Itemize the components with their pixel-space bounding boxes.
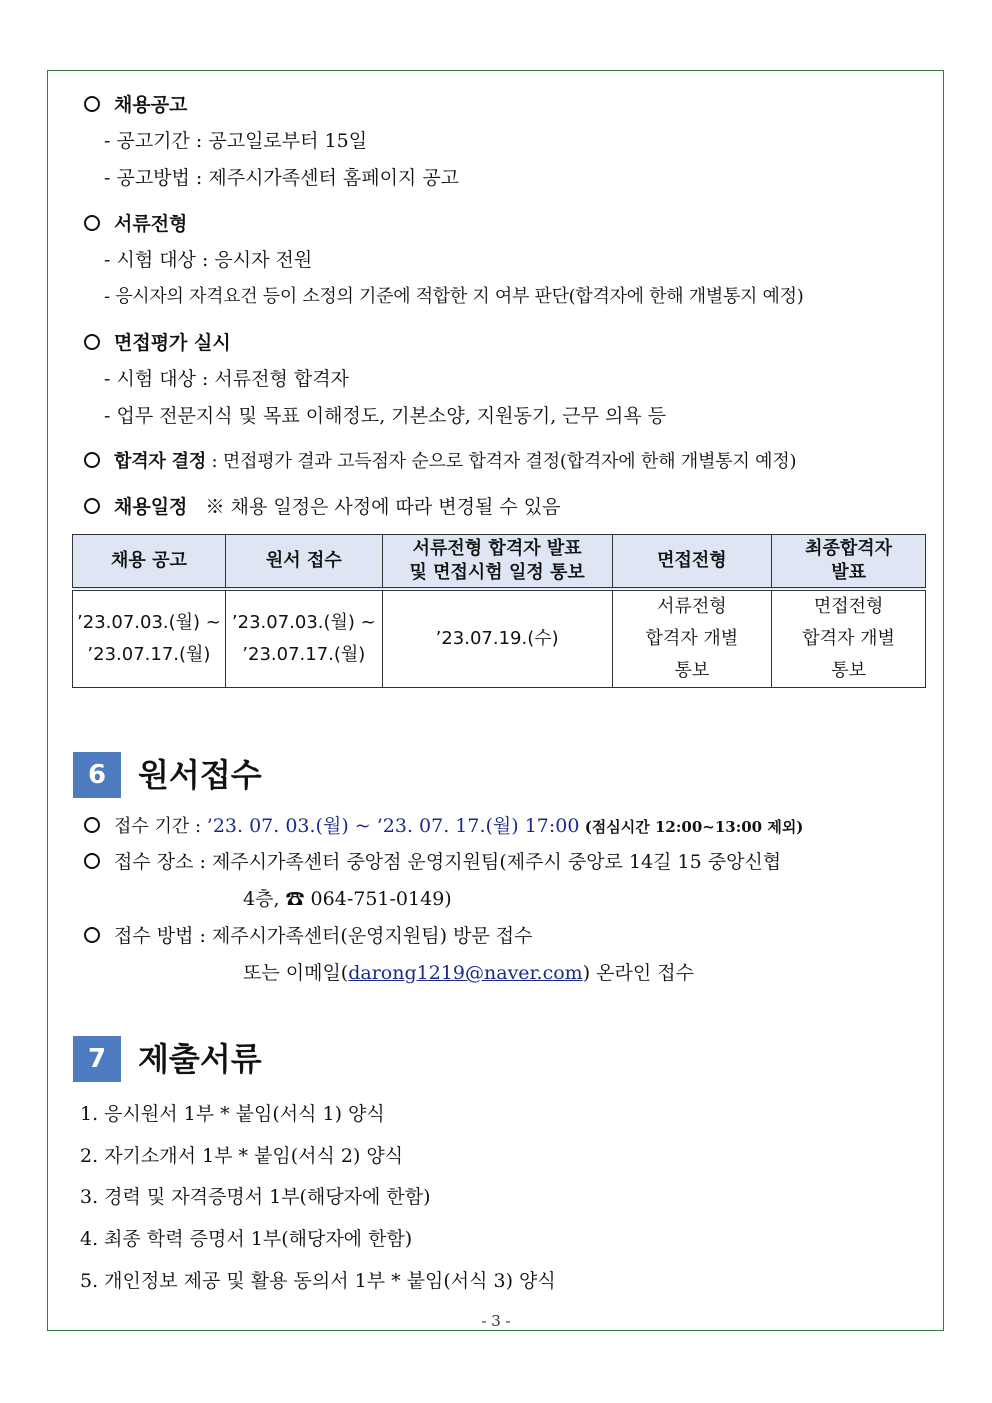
schedule-header-row bbox=[73, 535, 926, 590]
circle-bullet-icon bbox=[84, 452, 100, 468]
section-7-title: 제출서류 bbox=[138, 1040, 262, 1078]
application-method: 접수 방법 : 제주시가족센터(운영지원팀) 방문 접수 bbox=[84, 923, 533, 949]
document-screening-target: - 시험 대상 : 응시자 전원 bbox=[104, 249, 313, 271]
interview-target: - 시험 대상 : 서류전형 합격자 bbox=[104, 368, 349, 390]
decision-text: : 면접평가 결과 고득점자 순으로 합격자 결정(합격자에 한해 개별통지 예정) bbox=[206, 451, 797, 472]
application-place: 접수 장소 : 제주시가족센터 중앙점 운영지원팀(제주시 중앙로 14길 15 중앙신협 bbox=[84, 849, 781, 875]
circle-bullet-icon bbox=[84, 96, 100, 112]
header-document-result: 서류전형 합격자 발표 및 면접시험 일정 통보 bbox=[382, 535, 612, 590]
section-7-badge: 7 bbox=[73, 1036, 121, 1082]
schedule-line bbox=[84, 494, 561, 520]
cell-final-result: 면접전형 합격자 개별 통보 bbox=[772, 589, 926, 688]
schedule-row bbox=[73, 589, 926, 688]
schedule-note: ※ 채용 일정은 사정에 따라 변경될 수 있음 bbox=[205, 496, 561, 518]
recruit-notice-heading: 채용공고 bbox=[84, 92, 187, 118]
recruit-notice-method: - 공고방법 : 제주시가족센터 홈페이지 공고 bbox=[104, 167, 460, 189]
application-place-value: 제주시가족센터 중앙점 운영지원팀(제주시 중앙로 14길 15 중앙신협 bbox=[211, 851, 782, 873]
header-interview: 면접전형 bbox=[612, 535, 772, 590]
document-item-4: 4. 최종 학력 증명서 1부(해당자에 한함) bbox=[80, 1228, 413, 1250]
circle-bullet-icon bbox=[84, 817, 100, 833]
email-link[interactable]: darong1219@naver.com bbox=[348, 962, 583, 984]
cell-notice-date: ’23.07.03.(월) ~ ’23.07.17.(월) bbox=[73, 589, 226, 688]
schedule-heading: 채용일정 bbox=[114, 496, 188, 518]
decision-heading: 합격자 결정 bbox=[114, 451, 207, 472]
document-screening-heading: 서류전형 bbox=[84, 211, 187, 237]
circle-bullet-icon bbox=[84, 853, 100, 869]
decision-line bbox=[84, 449, 796, 475]
section-6-badge: 6 bbox=[73, 752, 121, 798]
document-item-2: 2. 자기소개서 1부 * 붙임(서식 2) 양식 bbox=[80, 1145, 404, 1167]
circle-bullet-icon bbox=[84, 927, 100, 943]
application-method-email-line: 또는 이메일(darong1219@naver.com) 온라인 접수 bbox=[243, 962, 694, 984]
cell-interview: 서류전형 합격자 개별 통보 bbox=[612, 589, 772, 688]
application-method-value: 제주시가족센터(운영지원팀) 방문 접수 bbox=[211, 925, 533, 947]
application-period-note: (점심시간 12:00~13:00 제외) bbox=[579, 818, 804, 836]
recruit-notice-period: - 공고기간 : 공고일로부터 15일 bbox=[104, 130, 368, 152]
header-final-result: 최종합격자 발표 bbox=[772, 535, 926, 590]
application-period: 접수 기간 : ’23. 07. 03.(월) ~ ’23. 07. 17.(월) 17:00 (점심시간 12:00~13:00 제외) bbox=[84, 813, 803, 840]
cell-document-result-date: ’23.07.19.(수) bbox=[382, 589, 612, 688]
section-6-title: 원서접수 bbox=[138, 756, 262, 794]
document-item-1: 1. 응시원서 1부 * 붙임(서식 1) 양식 bbox=[80, 1103, 385, 1125]
cell-application-date: ’23.07.03.(월) ~ ’23.07.17.(월) bbox=[225, 589, 382, 688]
schedule-table bbox=[72, 534, 926, 688]
interview-criteria: - 업무 전문지식 및 목표 이해정도, 기본소양, 지원동기, 근무 의욕 등 bbox=[104, 405, 667, 427]
document-item-3: 3. 경력 및 자격증명서 1부(해당자에 한함) bbox=[80, 1186, 431, 1208]
document-screening-criteria: - 응시자의 자격요건 등이 소정의 기준에 적합한 지 여부 판단(합격자에 한해 개별통지 예정) bbox=[104, 286, 804, 307]
page-number: - 3 - bbox=[481, 1312, 511, 1330]
circle-bullet-icon bbox=[84, 498, 100, 514]
interview-heading: 면접평가 실시 bbox=[84, 330, 231, 356]
application-place-value-2: 4층, ☎ 064-751-0149) bbox=[243, 888, 452, 910]
document-item-5: 5. 개인정보 제공 및 활용 동의서 1부 * 붙임(서식 3) 양식 bbox=[80, 1270, 556, 1292]
application-period-value: ’23. 07. 03.(월) ~ ’23. 07. 17.(월) 17:00 bbox=[206, 815, 580, 837]
header-application: 원서 접수 bbox=[225, 535, 382, 590]
circle-bullet-icon bbox=[84, 334, 100, 350]
circle-bullet-icon bbox=[84, 215, 100, 231]
header-notice: 채용 공고 bbox=[73, 535, 226, 590]
